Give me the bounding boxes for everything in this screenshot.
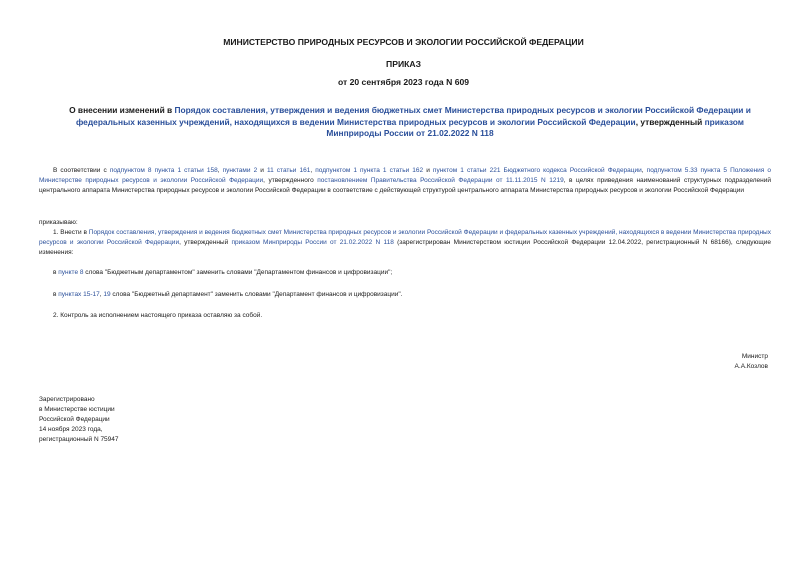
registration-line: Зарегистрировано xyxy=(39,396,95,403)
item-1-text: (зарегистрирован Министерством юстиции Российской Федерации 12.04.2022, регистрационный N 68166), следующие изменения: xyxy=(39,239,771,256)
document-title xyxy=(52,105,768,140)
change-1-paragraph xyxy=(39,268,771,278)
link-government-resolution[interactable]: постановлением Правительства Российской Федерации от 11.11.2015 N 1219 xyxy=(317,177,564,184)
item-1-text: 1. Внести в xyxy=(53,229,89,236)
change-2-text: , xyxy=(99,291,104,298)
registration-line: в Министерстве юстиции xyxy=(39,406,115,413)
preamble-text: , утвержденного xyxy=(263,177,318,184)
change-2-text: слова "Бюджетный департамент" заменить словами "Департамент финансов и цифровизации". xyxy=(110,291,403,298)
preamble-text: и xyxy=(423,167,433,174)
link-budget-code-162[interactable]: подпунктом 1 пункта 1 статьи 162 xyxy=(315,167,424,174)
title-link-procedure[interactable]: Порядок составления, утверждения и ведения бюджетных смет Министерства природных ресурсов и экологии Российской Федерации и федеральных казенных учреждений, находящихся в ведении Министерства природных ресурсов и экологии Российской Федерации xyxy=(75,105,751,127)
title-middle: , утвержденный xyxy=(635,116,705,127)
signature-block xyxy=(735,352,768,372)
link-budget-code-221[interactable]: пунктом 1 статьи 221 Бюджетного кодекса Российской Федерации xyxy=(432,167,642,174)
preamble-text: , xyxy=(217,167,223,174)
registration-line: 14 ноября 2023 года, xyxy=(39,426,103,433)
preamble-text: , xyxy=(310,167,316,174)
item-1-paragraph xyxy=(39,228,771,258)
link-budget-code-161-p2[interactable]: пунктами 2 xyxy=(222,167,258,174)
doc-type-heading: ПРИКАЗ xyxy=(386,59,421,69)
preamble-text: В соответствии с xyxy=(53,167,110,174)
signature-name: А.А.Козлов xyxy=(734,363,768,370)
preamble-paragraph xyxy=(39,166,771,196)
registration-block xyxy=(39,395,119,445)
registration-line: регистрационный N 75947 xyxy=(39,436,119,443)
link-regulation-5-33[interactable]: подпунктом 5.33 пункта 5 Положения о Министерстве природных ресурсов и экологии Российской Федерации xyxy=(39,167,772,184)
title-link-order[interactable]: приказом Минприроды России от 21.02.2022 N 118 xyxy=(326,116,745,138)
link-budget-code-161-p11[interactable]: 11 статьи 161 xyxy=(266,167,311,174)
change-1-text: слова "Бюджетным департаментом" заменить словами "Департаментом финансов и цифровизации"; xyxy=(83,269,393,276)
change-2-link-point-19[interactable]: 19 xyxy=(103,291,111,298)
change-2-text: в xyxy=(53,291,59,298)
item-1-link-procedure[interactable]: Порядок составления, утверждения и ведения бюджетных смет Министерства природных ресурсов и экологии Российской Федерации и федеральных казенных учреждений, находящихся в ведении Министерства природных ресурсов и экологии Российской Федерации xyxy=(39,229,771,246)
preamble-text: , xyxy=(641,167,647,174)
item-1-link-order[interactable]: приказом Минприроды России от 21.02.2022 N 118 xyxy=(231,239,394,246)
item-1-text: , утвержденный xyxy=(179,239,232,246)
date-number-heading: от 20 сентября 2023 года N 609 xyxy=(337,77,470,87)
registration-line: Российской Федерации xyxy=(39,416,110,423)
link-budget-code-158[interactable]: подпунктом 8 пункта 1 статьи 158 xyxy=(109,167,218,174)
ministry-heading: МИНИСТЕРСТВО ПРИРОДНЫХ РЕСУРСОВ И ЭКОЛОГИИ РОССИЙСКОЙ ФЕДЕРАЦИИ xyxy=(223,37,584,47)
prikazyvayu-text: приказываю: xyxy=(39,219,78,226)
change-2-paragraph xyxy=(39,290,771,300)
change-1-link-point-8[interactable]: пункте 8 xyxy=(58,269,84,276)
preamble-text: , в целях приведения наименований структурных подразделений центрального аппарата Министерства природных ресурсов и экологии Российской Федерации в соответствие с действующей структурой центрального аппарата Министерства природных ресурсов и экологии Российской Федерации xyxy=(39,177,771,194)
change-1-text: в xyxy=(53,269,59,276)
preamble-text: и xyxy=(257,167,267,174)
title-prefix: О внесении изменений в xyxy=(69,105,175,115)
change-2-link-points-15-17[interactable]: пунктах 15-17 xyxy=(58,291,100,298)
signature-position: Министр xyxy=(741,353,768,360)
item-2-paragraph: 2. Контроль за исполнением настоящего приказа оставляю за собой. xyxy=(53,312,263,319)
